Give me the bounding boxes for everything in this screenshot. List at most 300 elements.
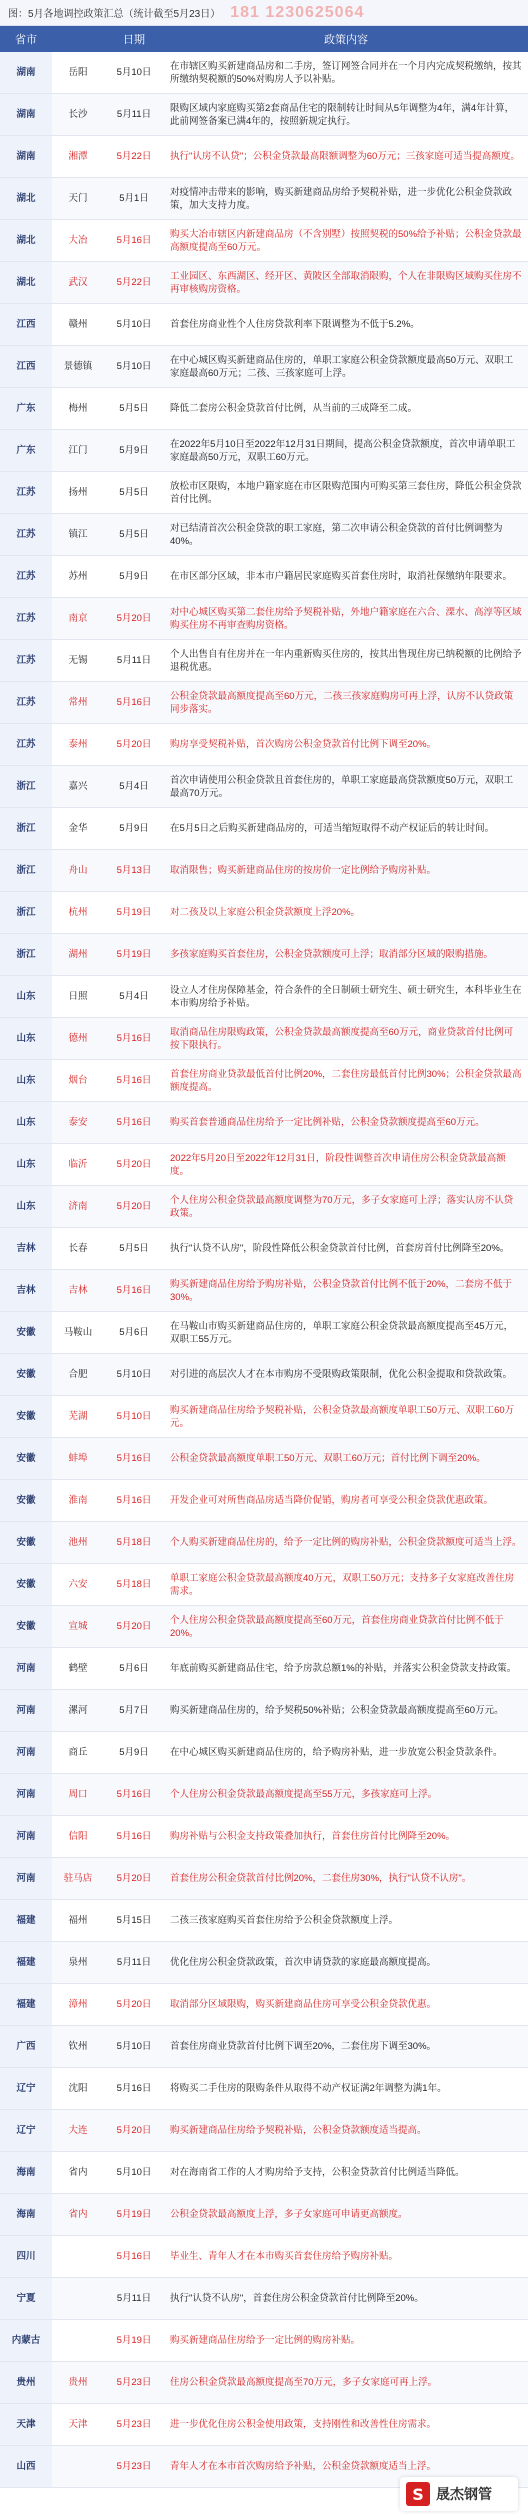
cell-province: 广东 — [0, 430, 52, 471]
cell-province: 广西 — [0, 2026, 52, 2067]
cell-province: 江西 — [0, 304, 52, 345]
cell-date: 5月16日 — [116, 1033, 152, 1044]
cell-city: 马鞍山 — [63, 1327, 93, 1338]
cell-content: 个人出售自有住房并在一年内重新购买住房的，按其出售现住房已纳税额的比例给予退税优惠。 — [170, 648, 522, 673]
cell-city: 福州 — [68, 1915, 88, 1926]
table-row — [0, 2152, 528, 2194]
cell-city: 长沙 — [68, 109, 88, 120]
cell-city: 无锡 — [68, 655, 88, 666]
table-row — [0, 1060, 528, 1102]
cell-content: 取消限售；购买新建商品住房的按房价一定比例给予购房补贴。 — [170, 865, 437, 876]
cell-city — [52, 2278, 104, 2319]
cell-content: 放松市区限购，本地户籍家庭在市区限购范围内可购买第三套住房，降低公积金贷款首付比例。 — [170, 480, 522, 505]
cell-province: 辽宁 — [0, 2110, 52, 2151]
cell-date: 5月5日 — [119, 487, 149, 498]
cell-date: 5月16日 — [116, 1453, 152, 1464]
cell-content: 个人住房公积金贷款最高额度提高至55万元，多孩家庭可上浮。 — [170, 1789, 438, 1800]
cell-date: 5月18日 — [116, 1537, 152, 1548]
cell-date: 5月16日 — [116, 1495, 152, 1506]
cell-date: 5月19日 — [116, 949, 152, 960]
cell-province: 江苏 — [0, 556, 52, 597]
cell-date: 5月7日 — [119, 1705, 149, 1716]
cell-content: 毕业生、青年人才在本市购买首套住房给予购房补贴。 — [170, 2251, 399, 2262]
cell-province: 江苏 — [0, 514, 52, 555]
cell-city: 池州 — [68, 1537, 88, 1548]
cell-date: 5月23日 — [116, 2419, 152, 2430]
cell-content: 2022年5月20日至2022年12月31日，阶段性调整首次申请住房公积金贷款最高额度。 — [170, 1152, 506, 1177]
cell-date: 5月20日 — [116, 1999, 152, 2010]
cell-content: 公积金贷款最高额度提高至60万元，二孩三孩家庭购房可再上浮，认房不认贷政策同步落实。 — [170, 690, 514, 715]
table-row — [0, 598, 528, 640]
cell-city: 沈阳 — [68, 2083, 88, 2094]
table-row — [0, 472, 528, 514]
cell-content: 个人住房公积金贷款最高额度调整为70万元，多子女家庭可上浮；落实认房不认贷政策。 — [170, 1194, 514, 1219]
cell-province: 安徽 — [0, 1606, 52, 1647]
cell-city: 梅州 — [68, 403, 88, 414]
cell-city: 日照 — [68, 991, 88, 1002]
table-row — [0, 1312, 528, 1354]
table-row — [0, 1018, 528, 1060]
cell-content: 购房补贴与公积金支持政策叠加执行，首套住房首付比例降至20%。 — [170, 1831, 456, 1842]
cell-province: 安徽 — [0, 1522, 52, 1563]
cell-date: 5月23日 — [116, 2461, 152, 2472]
cell-province: 河南 — [0, 1648, 52, 1689]
cell-date: 5月16日 — [116, 2083, 152, 2094]
table-row — [0, 1774, 528, 1816]
cell-city: 钦州 — [68, 2041, 88, 2052]
cell-date: 5月6日 — [119, 1663, 149, 1674]
cell-province: 河南 — [0, 1690, 52, 1731]
cell-province: 浙江 — [0, 808, 52, 849]
cell-date: 5月13日 — [116, 865, 152, 876]
table-row — [0, 2320, 528, 2362]
table-row — [0, 1102, 528, 1144]
cell-province: 山西 — [0, 2446, 52, 2487]
cell-province: 山东 — [0, 1144, 52, 1185]
cell-date: 5月10日 — [116, 2167, 152, 2178]
cell-city: 蚌埠 — [68, 1453, 88, 1464]
cell-city: 岳阳 — [68, 67, 88, 78]
cell-city: 舟山 — [68, 865, 88, 876]
cell-province: 四川 — [0, 2236, 52, 2277]
cell-content: 取消商品住房限购政策，公积金贷款最高额度提高至60万元，商业贷款首付比例可按下限执行。 — [170, 1026, 514, 1051]
cell-date: 5月10日 — [116, 1369, 152, 1380]
cell-date: 5月20日 — [116, 1159, 152, 1170]
cell-content: 首套住房商业性个人住房贷款利率下限调整为不低于5.2%。 — [170, 319, 420, 330]
cell-city: 常州 — [68, 697, 88, 708]
cell-content: 在市辖区购买新建商品房和二手房，签订网签合同并在一个月内完成契税缴纳，按其所缴纳契税额的50%对购房人予以补贴。 — [170, 60, 522, 85]
cell-province: 江西 — [0, 346, 52, 387]
cell-content: 在中心城区购买新建商品住房的，单职工家庭公积金贷款额度最高50万元、双职工家庭最高60万元；二孩、三孩家庭可上浮。 — [170, 354, 514, 379]
cell-province: 海南 — [0, 2152, 52, 2193]
cell-content: 在市区部分区域，非本市户籍居民家庭购买首套住房时，取消社保缴纳年限要求。 — [170, 571, 513, 582]
cell-date: 5月16日 — [116, 1831, 152, 1842]
table-row — [0, 766, 528, 808]
table-row — [0, 514, 528, 556]
cell-content: 个人购买新建商品住房的，给予一定比例的购房补贴，公积金贷款额度可适当上浮。 — [170, 1537, 522, 1548]
cell-city: 南京 — [68, 613, 88, 624]
table-row — [0, 94, 528, 136]
cell-province: 湖南 — [0, 136, 52, 177]
cell-city: 景德镇 — [63, 361, 93, 372]
cell-city: 贵州 — [68, 2377, 88, 2388]
cell-city: 泉州 — [68, 1957, 88, 1968]
cell-city: 天门 — [68, 193, 88, 204]
cell-province: 江苏 — [0, 598, 52, 639]
cell-city: 扬州 — [68, 487, 88, 498]
cell-date: 5月10日 — [116, 361, 152, 372]
table-row — [0, 2404, 528, 2446]
table-row — [0, 220, 528, 262]
table-row — [0, 2278, 528, 2320]
cell-date: 5月19日 — [116, 2209, 152, 2220]
cell-city: 金华 — [68, 823, 88, 834]
table-row — [0, 1480, 528, 1522]
table-row — [0, 52, 528, 94]
cell-province: 江苏 — [0, 682, 52, 723]
table-row — [0, 2236, 528, 2278]
table-row — [0, 1858, 528, 1900]
cell-province: 辽宁 — [0, 2068, 52, 2109]
table-row — [0, 556, 528, 598]
cell-content: 购买新建商品住房给予一定比例的购房补贴。 — [170, 2335, 361, 2346]
cell-content: 对已结清首次公积金贷款的职工家庭，第二次申请公积金贷款的首付比例调整为40%。 — [170, 522, 503, 547]
cell-province: 安徽 — [0, 1312, 52, 1353]
cell-date: 5月5日 — [119, 403, 149, 414]
cell-content: 对疫情冲击带来的影响，购买新建商品房给予契税补贴，进一步优化公积金贷款政策，加大支持力度。 — [170, 186, 513, 211]
cell-content: 优化住房公积金贷款政策，首次申请贷款的家庭最高额度提高。 — [170, 1957, 437, 1968]
cell-province: 天津 — [0, 2404, 52, 2445]
cell-city: 省内 — [68, 2167, 88, 2178]
table-row — [0, 2068, 528, 2110]
cell-content: 购买新建商品住房给予契税补贴，公积金贷款额度适当提高。 — [170, 2125, 427, 2136]
cell-date: 5月5日 — [119, 1243, 149, 1254]
cell-date: 5月5日 — [119, 529, 149, 540]
cell-date: 5月19日 — [116, 907, 152, 918]
table-row — [0, 1186, 528, 1228]
cell-province: 安徽 — [0, 1480, 52, 1521]
cell-content: 对在海南省工作的人才购房给予支持，公积金贷款首付比例适当降低。 — [170, 2167, 465, 2178]
cell-province: 湖南 — [0, 52, 52, 93]
table-row — [0, 1942, 528, 1984]
cell-date: 5月10日 — [116, 319, 152, 330]
table-row — [0, 178, 528, 220]
cell-province: 福建 — [0, 1900, 52, 1941]
cell-city: 泰安 — [68, 1117, 88, 1128]
cell-date: 5月15日 — [116, 1915, 152, 1926]
cell-city: 杭州 — [68, 907, 88, 918]
cell-date: 5月10日 — [116, 67, 152, 78]
cell-province: 吉林 — [0, 1270, 52, 1311]
brand-mark-icon: S — [406, 2482, 430, 2506]
cell-content: 开发企业可对所售商品房适当降价促销，购房者可享受公积金贷款优惠政策。 — [170, 1495, 494, 1506]
cell-date: 5月9日 — [119, 445, 149, 456]
cell-city: 漳州 — [68, 1999, 88, 2010]
table-row — [0, 1816, 528, 1858]
cell-content: 购买新建商品住房给予契税补贴，公积金贷款最高额度单职工50万元、双职工60万元。 — [170, 1404, 515, 1429]
table-row — [0, 2110, 528, 2152]
header-city — [52, 26, 104, 52]
cell-date: 5月9日 — [119, 1747, 149, 1758]
header-date: 日期 — [123, 34, 145, 46]
cell-province: 山东 — [0, 1102, 52, 1143]
cell-city: 赣州 — [68, 319, 88, 330]
cell-content: 在5月5日之后购买新建商品房的，可适当缩短取得不动产权证后的转让时间。 — [170, 823, 495, 834]
cell-city: 大连 — [68, 2125, 88, 2136]
cell-date: 5月16日 — [116, 2251, 152, 2262]
cell-city: 天津 — [68, 2419, 88, 2430]
cell-city: 芜湖 — [68, 1411, 88, 1422]
cell-province: 河南 — [0, 1732, 52, 1773]
table-row — [0, 1690, 528, 1732]
cell-content: 进一步优化住房公积金使用政策，支持刚性和改善性住房需求。 — [170, 2419, 437, 2430]
cell-date: 5月20日 — [116, 613, 152, 624]
cell-city: 苏州 — [68, 571, 88, 582]
cell-city: 江门 — [68, 445, 88, 456]
table-row — [0, 1648, 528, 1690]
cell-city: 驻马店 — [63, 1873, 93, 1884]
cell-date: 5月19日 — [116, 2335, 152, 2346]
table-row — [0, 1270, 528, 1312]
cell-content: 首套住房商业贷款首付比例下调至20%，二套住房下调至30%。 — [170, 2041, 437, 2052]
phone-watermark: 181 1230625064 — [230, 3, 365, 21]
header-province: 省市 — [15, 34, 37, 46]
cell-date: 5月20日 — [116, 2125, 152, 2136]
cell-province: 浙江 — [0, 892, 52, 933]
cell-date: 5月16日 — [116, 235, 152, 246]
cell-city: 烟台 — [68, 1075, 88, 1086]
cell-content: 降低二套房公积金贷款首付比例，从当前的三成降至二成。 — [170, 403, 418, 414]
cell-province: 安徽 — [0, 1396, 52, 1437]
table-row — [0, 1438, 528, 1480]
brand-logo — [400, 2477, 518, 2511]
cell-province: 江苏 — [0, 472, 52, 513]
table-row — [0, 388, 528, 430]
cell-date: 5月4日 — [119, 781, 149, 792]
cell-content: 二孩三孩家庭购买首套住房给予公积金贷款额度上浮。 — [170, 1915, 399, 1926]
table-row — [0, 262, 528, 304]
cell-city: 合肥 — [68, 1369, 88, 1380]
cell-province: 河南 — [0, 1774, 52, 1815]
cell-date: 5月22日 — [116, 151, 152, 162]
cell-city: 湘潭 — [68, 151, 88, 162]
cell-date: 5月10日 — [116, 1411, 152, 1422]
cell-city: 济南 — [68, 1201, 88, 1212]
cell-content: 首次申请使用公积金贷款且首套住房的，单职工家庭最高贷款额度50万元，双职工最高70万元。 — [170, 774, 514, 799]
cell-province: 山东 — [0, 1018, 52, 1059]
table-row — [0, 808, 528, 850]
table-row — [0, 1984, 528, 2026]
table-row — [0, 2026, 528, 2068]
cell-city: 商丘 — [68, 1747, 88, 1758]
cell-city: 大冶 — [68, 235, 88, 246]
table-row — [0, 1228, 528, 1270]
table-row — [0, 1564, 528, 1606]
cell-province: 安徽 — [0, 1354, 52, 1395]
cell-content: 年底前购买新建商品住宅，给予房款总额1%的补贴，并落实公积金贷款支持政策。 — [170, 1663, 517, 1674]
table-row — [0, 1900, 528, 1942]
cell-date: 5月16日 — [116, 1789, 152, 1800]
cell-province: 山东 — [0, 976, 52, 1017]
header-content: 政策内容 — [324, 34, 368, 46]
table-row — [0, 1522, 528, 1564]
table-row — [0, 2194, 528, 2236]
cell-content: 对中心城区购买第二套住房给予契税补贴，外地户籍家庭在六合、溧水、高淳等区域购买住房不再审查购房资格。 — [170, 606, 522, 631]
cell-province: 湖南 — [0, 94, 52, 135]
table-row — [0, 640, 528, 682]
table-body — [0, 52, 528, 2488]
cell-date: 5月11日 — [116, 109, 152, 120]
cell-content: 购房享受契税补贴，首次购房公积金贷款首付比例下调至20%。 — [170, 739, 437, 750]
table-row — [0, 976, 528, 1018]
table-row — [0, 136, 528, 178]
cell-date: 5月23日 — [116, 2377, 152, 2388]
cell-city — [52, 2236, 104, 2277]
brand-name: 晟杰钢管 — [436, 2486, 492, 2502]
cell-province: 海南 — [0, 2194, 52, 2235]
cell-date: 5月18日 — [116, 1579, 152, 1590]
cell-date: 5月20日 — [116, 1873, 152, 1884]
table-row — [0, 1396, 528, 1438]
cell-date: 5月9日 — [119, 823, 149, 834]
cell-content: 对二孩及以上家庭公积金贷款额度上浮20%。 — [170, 907, 361, 918]
table-row — [0, 1144, 528, 1186]
table-row — [0, 1354, 528, 1396]
cell-content: 多孩家庭购买首套住房，公积金贷款额度可上浮；取消部分区域的限购措施。 — [170, 949, 494, 960]
cell-content: 购买新建商品住房的，给予契税50%补贴；公积金贷款最高额度提高至60万元。 — [170, 1705, 504, 1716]
cell-province: 山东 — [0, 1060, 52, 1101]
cell-city: 临沂 — [68, 1159, 88, 1170]
cell-date: 5月1日 — [119, 193, 149, 204]
table-row — [0, 934, 528, 976]
cell-date: 5月11日 — [116, 655, 152, 666]
cell-province: 安徽 — [0, 1564, 52, 1605]
top-bar — [0, 0, 528, 26]
cell-date: 5月16日 — [116, 1075, 152, 1086]
cell-city: 泰州 — [68, 739, 88, 750]
cell-city: 武汉 — [68, 277, 88, 288]
cell-content: 取消部分区域限购，购买新建商品住房可享受公积金贷款优惠。 — [170, 1999, 437, 2010]
cell-province: 浙江 — [0, 850, 52, 891]
cell-city: 湖州 — [68, 949, 88, 960]
cell-city — [52, 2320, 104, 2361]
cell-city: 鹤壁 — [68, 1663, 88, 1674]
cell-date: 5月16日 — [116, 1117, 152, 1128]
cell-city: 信阳 — [68, 1831, 88, 1842]
cell-content: 在中心城区购买新建商品住房的，给予购房补贴，进一步放宽公积金贷款条件。 — [170, 1747, 503, 1758]
cell-city: 淮南 — [68, 1495, 88, 1506]
cell-content: 公积金贷款最高额度单职工50万元、双职工60万元；首付比例下调至20%。 — [170, 1453, 486, 1464]
table-row — [0, 1732, 528, 1774]
cell-province: 安徽 — [0, 1438, 52, 1479]
cell-content: 设立人才住房保障基金，符合条件的全日制硕士研究生、硕士研究生，本科毕业生在本市购房给予补贴。 — [170, 984, 522, 1009]
cell-province: 江苏 — [0, 640, 52, 681]
cell-content: 首套住房商业贷款最低首付比例20%，二套住房最低首付比例30%；公积金贷款最高额度提高。 — [170, 1068, 522, 1093]
cell-province: 河南 — [0, 1858, 52, 1899]
policy-table — [0, 26, 528, 2488]
cell-province: 湖北 — [0, 262, 52, 303]
table-row — [0, 2362, 528, 2404]
table-row — [0, 724, 528, 766]
cell-city: 周口 — [68, 1789, 88, 1800]
cell-province: 福建 — [0, 1942, 52, 1983]
cell-province: 吉林 — [0, 1228, 52, 1269]
cell-content: 购买大冶市辖区内新建商品房（不含别墅）按照契税的50%给予补贴；公积金贷款最高额度提高至60万元。 — [170, 228, 522, 253]
cell-province: 湖北 — [0, 178, 52, 219]
cell-content: 公积金贷款最高额度上浮，多子女家庭可申请更高额度。 — [170, 2209, 408, 2220]
cell-province: 贵州 — [0, 2362, 52, 2403]
cell-date: 5月6日 — [119, 1327, 149, 1338]
cell-date: 5月16日 — [116, 1285, 152, 1296]
cell-date: 5月11日 — [116, 1957, 152, 1968]
cell-content: 执行"认贷不认房"，阶段性降低公积金贷款首付比例，首套房首付比例降至20%。 — [170, 1243, 510, 1254]
cell-content: 执行"认贷不认房"，首套住房公积金贷款首付比例降至20%。 — [170, 2293, 424, 2304]
cell-city: 德州 — [68, 1033, 88, 1044]
cell-date: 5月10日 — [116, 2041, 152, 2052]
cell-city: 六安 — [68, 1579, 88, 1590]
cell-content: 购买新建商品住房给予购房补贴，公积金贷款首付比例不低于20%，二套房不低于30%。 — [170, 1278, 513, 1303]
cell-content: 购买首套普通商品住房给予一定比例补贴，公积金贷款额度提高至60万元。 — [170, 1117, 485, 1128]
table-header — [0, 26, 528, 52]
cell-city: 嘉兴 — [68, 781, 88, 792]
cell-date: 5月4日 — [119, 991, 149, 1002]
cell-city — [52, 2446, 104, 2487]
cell-date: 5月9日 — [119, 571, 149, 582]
cell-content: 对引进的高层次人才在本市购房不受限购政策限制，优化公积金提取和贷款政策。 — [170, 1369, 513, 1380]
table-row — [0, 304, 528, 346]
cell-city: 省内 — [68, 2209, 88, 2220]
cell-content: 将购买二手住房的限购条件从取得不动产权证满2年调整为满1年。 — [170, 2083, 447, 2094]
cell-city: 长春 — [68, 1243, 88, 1254]
cell-content: 青年人才在本市首次购房给予补贴，公积金贷款额度适当上浮。 — [170, 2461, 437, 2472]
cell-date: 5月20日 — [116, 1201, 152, 1212]
cell-province: 河南 — [0, 1816, 52, 1857]
cell-content: 首套住房公积金贷款首付比例20%，二套住房30%，执行"认贷不认房"。 — [170, 1873, 472, 1884]
cell-province: 福建 — [0, 1984, 52, 2025]
table-row — [0, 346, 528, 388]
cell-province: 江苏 — [0, 724, 52, 765]
cell-province: 广东 — [0, 388, 52, 429]
cell-content: 单职工家庭公积金贷款最高额度40万元，双职工50万元；支持多子女家庭改善住房需求。 — [170, 1572, 515, 1597]
cell-date: 5月22日 — [116, 277, 152, 288]
cell-date: 5月16日 — [116, 697, 152, 708]
cell-city: 宣城 — [68, 1621, 88, 1632]
source-text: 图：5月各地调控政策汇总（统计截至5月23日） — [8, 9, 221, 20]
cell-content: 限购区域内家庭购买第2套商品住宅的限制转让时间从5年调整为4年，满4年计算，此前网签备案已满4年的，按照新规定执行。 — [170, 102, 515, 127]
table-row — [0, 892, 528, 934]
cell-content: 执行"认房不认贷"；公积金贷款最高限额调整为60万元；三孩家庭可适当提高额度。 — [170, 151, 520, 162]
cell-city: 漯河 — [68, 1705, 88, 1716]
cell-content: 住房公积金贷款最高额度提高至70万元，多子女家庭可再上浮。 — [170, 2377, 438, 2388]
cell-city: 吉林 — [68, 1285, 88, 1296]
cell-content: 工业园区、东西湖区、经开区、黄陂区全部取消限购，个人在非限购区域购买住房不再审核购房资格。 — [170, 270, 522, 295]
cell-province: 湖北 — [0, 220, 52, 261]
cell-province: 内蒙古 — [0, 2320, 52, 2361]
cell-date: 5月20日 — [116, 739, 152, 750]
table-row — [0, 430, 528, 472]
table-row — [0, 850, 528, 892]
cell-province: 山东 — [0, 1186, 52, 1227]
cell-content: 在2022年5月10日至2022年12月31日期间，提高公积金贷款额度，首次申请单职工家庭最高50万元，双职工60万元。 — [170, 438, 516, 463]
cell-city: 镇江 — [68, 529, 88, 540]
table-row — [0, 1606, 528, 1648]
cell-content: 在马鞍山市购买新建商品住房的，单职工家庭公积金贷款最高额度提高至45万元，双职工55万元。 — [170, 1320, 514, 1345]
cell-date: 5月11日 — [116, 2293, 152, 2304]
cell-date: 5月20日 — [116, 1621, 152, 1632]
cell-content: 个人住房公积金贷款最高额度提高至60万元，首套住房商业贷款首付比例不低于20%。 — [170, 1614, 504, 1639]
cell-province: 宁夏 — [0, 2278, 52, 2319]
table-row — [0, 682, 528, 724]
